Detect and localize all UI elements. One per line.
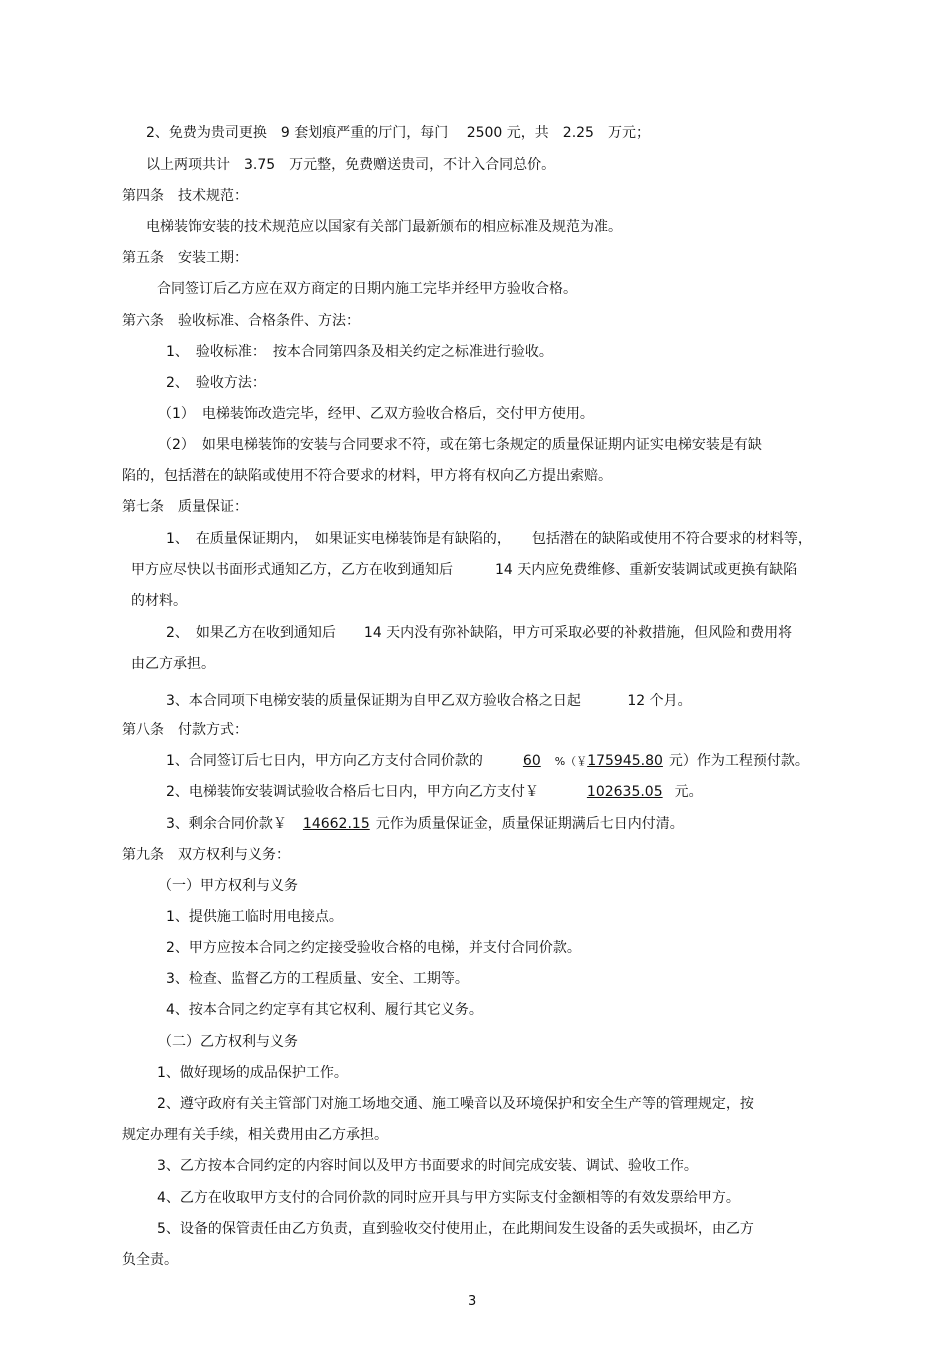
text-line: （一）甲方权利与义务 (158, 878, 298, 894)
payment-amount: 175945.80 (587, 753, 663, 769)
text-line: 2、免费为贵司更换 9 套划痕严重的厅门，每门 2500 元，共 2.25 万元； (146, 125, 650, 141)
text-line: （二）乙方权利与义务 (158, 1034, 298, 1050)
payment-line-2 (166, 783, 703, 801)
text-line: 3、乙方按本合同约定的内容时间以及甲方书面要求的时间完成安装、调试、验收工作。 (157, 1158, 698, 1174)
text-line: （2） 如果电梯装饰的安装与合同要求不符，或在第七条规定的质量保证期内证实电梯安装是有缺 (158, 437, 762, 453)
payment-amount: 102635.05 (586, 784, 663, 800)
text-line: 电梯装饰安装的技术规范应以国家有关部门最新颁布的相应标准及规范为准。 (146, 219, 622, 235)
text-line: 1、做好现场的成品保护工作。 (157, 1065, 348, 1081)
text-line: 2、 如果乙方在收到通知后 14 天内没有弥补缺陷，甲方可采取必要的补救措施，但风险和费用将 (166, 625, 793, 641)
section-heading: 第九条 双方权利与义务： (122, 847, 290, 863)
text-line: 陷的，包括潜在的缺陷或使用不符合要求的材料，甲方将有权向乙方提出索赔。 (122, 468, 612, 484)
text-line: 合同签订后乙方应在双方商定的日期内施工完毕并经甲方验收合格。 (157, 281, 577, 297)
text-line: 4、按本合同之约定享有其它权利、履行其它义务。 (166, 1002, 483, 1018)
payment-text: %（￥ (554, 755, 588, 768)
text-line: 1、提供施工临时用电接点。 (166, 909, 343, 925)
text-line: 3、本合同项下电梯安装的质量保证期为自甲乙双方验收合格之日起 12 个月。 (166, 693, 692, 709)
payment-line-3 (166, 815, 684, 833)
text-line: 以上两项共计 3.75 万元整，免费赠送贵司，不计入合同总价。 (146, 157, 556, 173)
text-line: 的材料。 (131, 593, 187, 609)
payment-amount: 14662.15 (302, 816, 370, 832)
text-line: 2、遵守政府有关主管部门对施工场地交通、施工噪音以及环境保护和安全生产等的管理规定，按 (157, 1096, 754, 1112)
page-number: 3 (468, 1294, 477, 1309)
text-line: 1、 在质量保证期内， 如果证实电梯装饰是有缺陷的， 包括潜在的缺陷或使用不符合要求的材料等， (166, 531, 812, 547)
text-line: 2、甲方应按本合同之约定接受验收合格的电梯，并支付合同价款。 (166, 940, 581, 956)
payment-line-1 (166, 752, 809, 771)
payment-text: 元）作为工程预付款。 (668, 753, 809, 769)
section-heading: 第六条 验收标准、合格条件、方法： (122, 313, 360, 329)
section-heading: 第七条 质量保证： (122, 499, 248, 515)
text-line: 负全责。 (122, 1252, 178, 1268)
section-heading: 第四条 技术规范： (122, 188, 248, 204)
text-line: 3、检查、监督乙方的工程质量、安全、工期等。 (166, 971, 469, 987)
payment-text: 2、电梯装饰安装调试验收合格后七日内，甲方向乙方支付￥ (166, 784, 539, 800)
text-line: 规定办理有关手续，相关费用由乙方承担。 (122, 1127, 388, 1143)
section-heading: 第八条 付款方式： (122, 722, 248, 738)
payment-text: 3、剩余合同价款￥ (166, 816, 287, 832)
text-line: 5、设备的保管责任由乙方负责，直到验收交付使用止，在此期间发生设备的丢失或损坏，由乙方 (157, 1221, 754, 1237)
payment-percent: 60 (522, 753, 541, 769)
payment-text: 1、合同签订后七日内，甲方向乙方支付合同价款的 (166, 753, 483, 769)
text-line: （1） 电梯装饰改造完毕，经甲、乙双方验收合格后，交付甲方使用。 (158, 406, 594, 422)
payment-text: 元。 (674, 784, 703, 800)
text-line: 4、乙方在收取甲方支付的合同价款的同时应开具与甲方实际支付金额相等的有效发票给甲方。 (157, 1190, 740, 1206)
text-line: 2、 验收方法： (166, 375, 266, 391)
payment-text: 元作为质量保证金，质量保证期满后七日内付清。 (375, 816, 684, 832)
text-line: 1、 验收标准： 按本合同第四条及相关约定之标准进行验收。 (166, 344, 553, 360)
text-line: 由乙方承担。 (131, 656, 215, 672)
text-line: 甲方应尽快以书面形式通知乙方，乙方在收到通知后 14 天内应免费维修、重新安装调试或更换有缺陷 (131, 562, 798, 578)
section-heading: 第五条 安装工期： (122, 250, 248, 266)
